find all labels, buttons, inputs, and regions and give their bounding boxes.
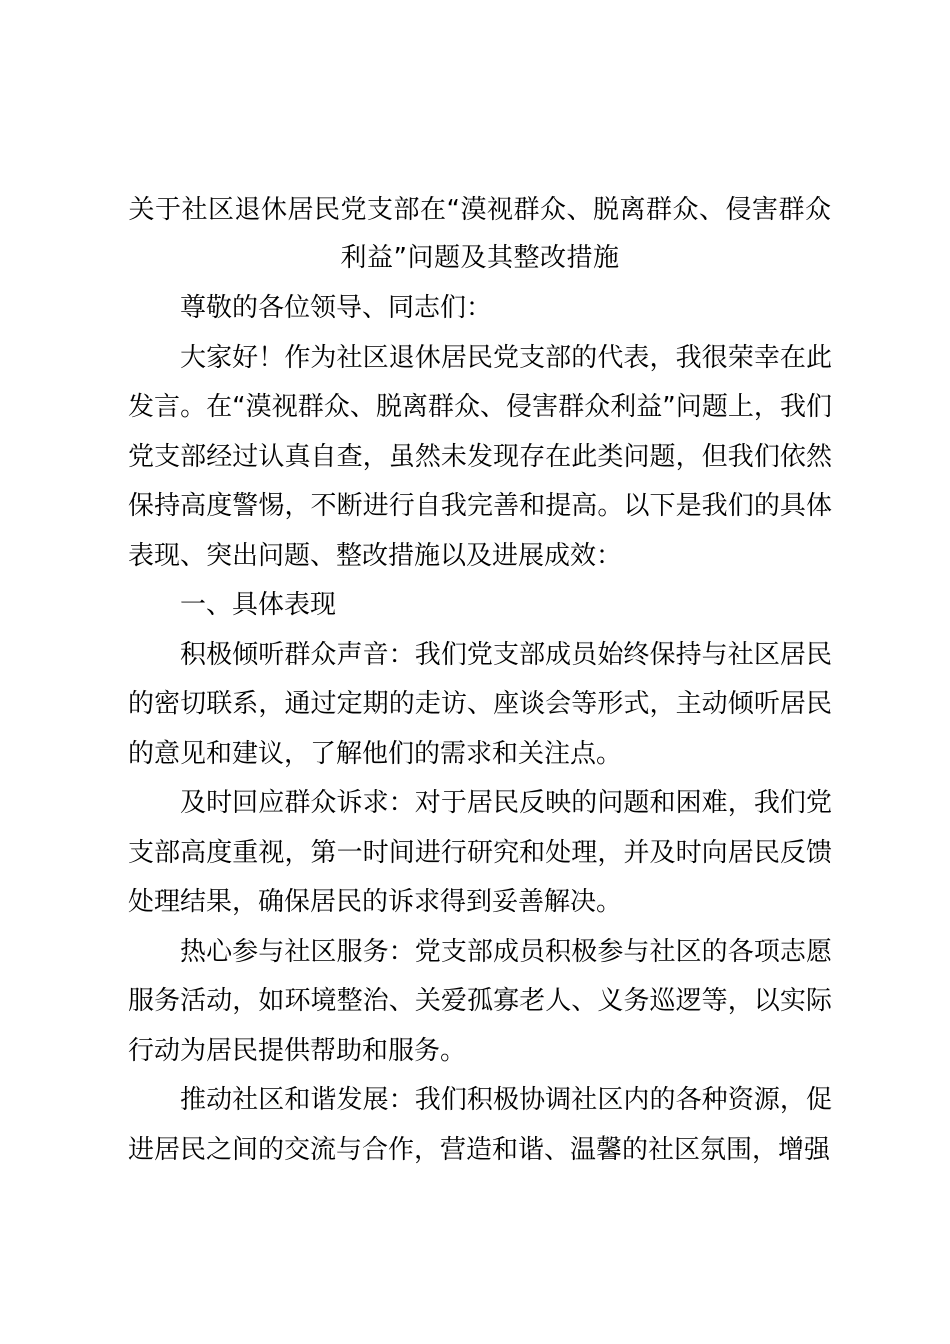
title-line-2: 利益”问题及其整改措施 [340, 243, 620, 273]
title-line-1: 关于社区退休居民党支部在“漠视群众、脱离群众、侵害群众 [128, 195, 832, 225]
body-paragraph: 及时回应群众诉求：对于居民反映的问题和困难，我们党支部高度重视，第一时间进行研究和处理，并及时向居民反馈处理结果，确保居民的诉求得到妥善解决。 [128, 788, 832, 917]
body-paragraph: 积极倾听群众声音：我们党支部成员始终保持与社区居民的密切联系，通过定期的走访、座谈会等形式，主动倾听居民的意见和建议，了解他们的需求和关注点。 [128, 639, 832, 769]
document-page [128, 186, 832, 1175]
body-paragraph: 推动社区和谐发展：我们积极协调社区内的各种资源，促进居民之间的交流与合作，营造和谐、温馨的社区氛围，增强 [128, 1085, 832, 1165]
intro-paragraph: 大家好！作为社区退休居民党支部的代表，我很荣幸在此发言。在“漠视群众、脱离群众、侵害群众利益”问题上，我们党支部经过认真自查，虽然未发现存在此类问题，但我们依然保持高度警惕，不断进行自我完善和提高。以下是我们的具体表现、突出问题、整改措施以及进展成效： [128, 342, 832, 571]
document-title [128, 186, 832, 282]
section-heading-1: 一、具体表现 [180, 590, 337, 620]
salutation: 尊敬的各位领导、同志们： [180, 293, 493, 323]
body-paragraph: 热心参与社区服务：党支部成员积极参与社区的各项志愿服务活动，如环境整治、关爱孤寡老人、义务巡逻等，以实际行动为居民提供帮助和服务。 [128, 936, 832, 1066]
